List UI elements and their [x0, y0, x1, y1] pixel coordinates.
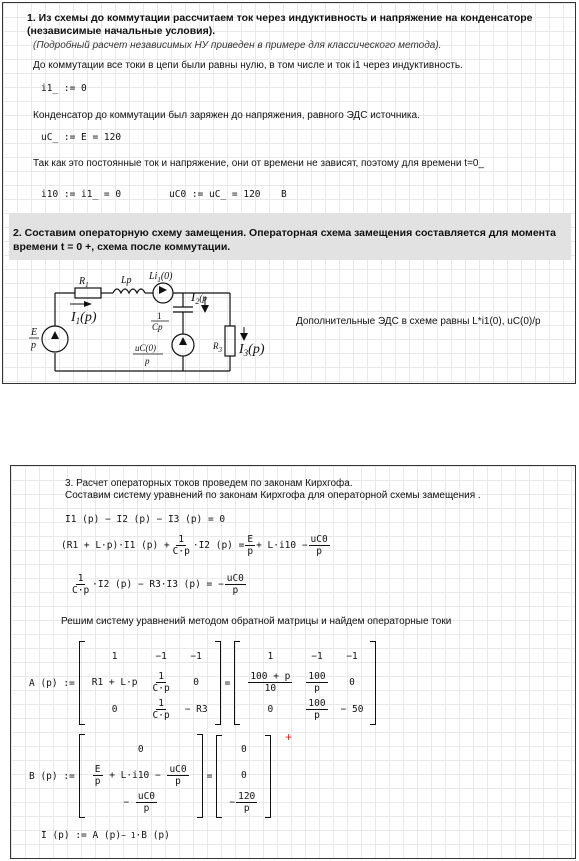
note-classical-method: (Подробный расчет независимых НУ приведен в примере для классического метода). — [33, 40, 442, 51]
inductor-lp — [113, 289, 145, 293]
eq-i1-initial: i1_ := 0 — [41, 83, 87, 94]
svg-text:I3(p): $I_3(p)$ — [239, 342, 265, 358]
svg-text:1: 1 — [157, 311, 162, 321]
text-kirchhoff-line-1: 3. Расчет операторных токов проведем по законам Кирхгофа. — [65, 478, 353, 489]
source-li1 — [153, 283, 173, 303]
eq-kvl-2: $\frac{1}{C\cdot p}$ ·I2 (p) − R3·I3 (p) = − $\frac{uC0}{p}$ — [72, 573, 244, 596]
svg-text:p: p — [31, 340, 36, 351]
svg-text:I2(p: $I_2^{(p}$ — [191, 289, 207, 306]
text-kirchhoff-line-2: Составим систему уравнений по законам Кирхгофа для операторной схемы замещения . — [65, 490, 481, 501]
matrix-b-numeric: 0 0 − $\frac{120}{p}$ — [216, 735, 271, 818]
eq-uc0-unit: В — [281, 189, 287, 200]
resistor-r3 — [225, 326, 235, 356]
eq-uc-initial: uC_ := E = 120 — [41, 132, 122, 143]
label-lp: Lp — [121, 275, 132, 286]
svg-text:uC(0): uC(0) — [135, 343, 156, 353]
heading-1-line-2: (независимые начальные условия). — [27, 25, 216, 37]
matrix-a-symbolic: 1 −1 −1 R1 + L·p $\frac{1}{C\cdot p}$ 0 0 $\frac{1}{C\cdot p}$ − R3 — [79, 641, 221, 725]
operator-circuit-diagram — [25, 271, 265, 381]
heading-2-line-2: времени t = 0 +, схема после коммутации. — [13, 241, 231, 253]
red-cross-marker: + — [285, 730, 293, 744]
svg-text:Cp: Cp — [152, 322, 163, 332]
eq-kvl-1: (R1 + L·p)·I1 (p) + $\frac{1}{C\cdot p}$ ·I2 (p) = $\frac{E}{p}$ + L·i10 − $\frac{uC0}{p}$ — [61, 534, 328, 557]
resistor-r1 — [75, 288, 101, 298]
eq-uc0: uC0 := uC_ = 120 — [169, 189, 261, 200]
eq-kcl: I1 (p) − I2 (p) − I3 (p) = 0 — [65, 514, 226, 525]
text-solve-method: Решим систему уравнений методом обратной матрицы и найдем операторные токи — [61, 616, 452, 627]
svg-text:Li1(0): $Li_1(0)$ — [149, 271, 173, 284]
matrix-a-numeric: 1 −1 −1 $\frac{100 + p}{10}$ $\frac{100}{p}$ 0 0 $\frac{100}{p}$ − 50 — [234, 641, 376, 725]
svg-text:R3: $R_3$ — [213, 341, 222, 354]
svg-text:R1: $R_1$ — [79, 276, 89, 289]
panel-initial-conditions — [2, 2, 576, 384]
panel-kirchhoff — [10, 465, 576, 859]
svg-text:p: p — [145, 356, 150, 366]
label-b: B (p) := — [29, 770, 75, 782]
eq-current-result: I (p) := A (p) − 1 ·B (p) — [41, 830, 170, 841]
text-currents-zero: До коммутации все токи в цепи были равны нулю, в том числе и ток i1 через индуктивность. — [33, 60, 463, 71]
text-constant-values: Так как это постоянные ток и напряжение, они от времени не зависят, поэтому для времени t=0_ — [33, 158, 485, 169]
svg-text:I1(p): $I_1(p)$ — [71, 310, 97, 326]
svg-text:E: E — [31, 327, 38, 338]
matrix-b-symbolic: 0 $\frac{E}{p}$ + L·i10 − $\frac{uC0}{p}$ − $\frac{uC0}{p}$ — [79, 734, 203, 818]
heading-1-line-1: 1. Из схемы до коммутации рассчитаем ток через индуктивность и напряжение на конденсаторе — [27, 12, 533, 24]
text-capacitor-charged: Конденсатор до коммутации был заряжен до напряжения, равного ЭДС источника. — [33, 110, 420, 121]
heading-2-line-1: 2. Составим операторную схему замещения. Операторная схема замещения составляется для момента — [13, 227, 556, 239]
text-extra-emf: Дополнительные ЭДС в схеме равны L*i1(0), uC(0)/p — [296, 316, 541, 327]
eq-i10: i10 := i1_ = 0 — [41, 189, 122, 200]
label-a: A (p) := — [29, 677, 75, 689]
matrix-a-definition: A (p) := 1 −1 −1 R1 + L·p $\frac{1}{C\cdot p}$ 0 0 $\frac{1}{C\cdot p}$ − R3 = 1 −1 −1 $\frac{100 + p}{10}$ $\frac{100}{p}$ 0 0 $\frac{100}{p}$ − 50 — [29, 641, 380, 725]
matrix-b-definition: B (p) := 0 $\frac{E}{p}$ + L·i10 − $\frac{uC0}{p}$ − $\frac{uC0}{p}$ = 0 0 − $\frac{120}{p}$ — [29, 734, 275, 818]
